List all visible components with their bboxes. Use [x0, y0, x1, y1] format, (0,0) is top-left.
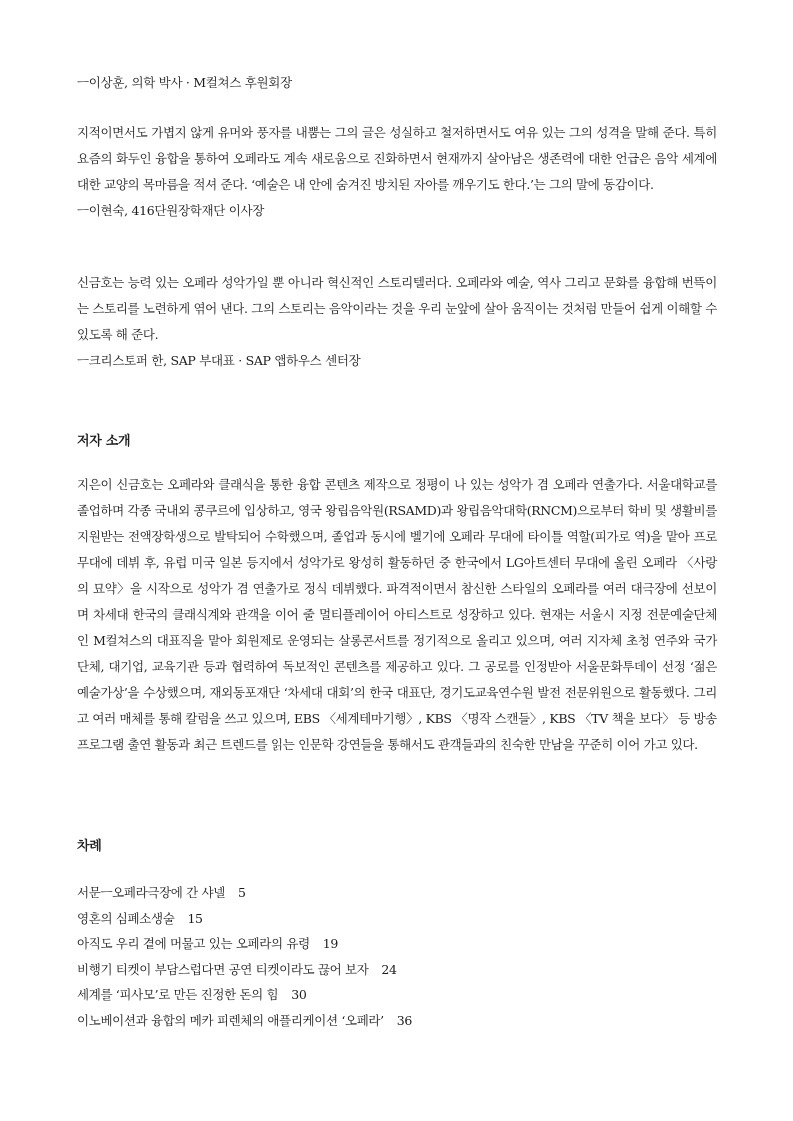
toc-item-page: 19: [322, 936, 339, 951]
author-bio-text: 지은이 신금호는 오페라와 클래식을 통한 융합 콘텐츠 제작으로 정평이 나 있는 성악가 겸 오페라 연출가다. 서울대학교를 졸업하며 각종 국내외 콩쿠르에 입상하고, 영국 왕립음악원(RSAMD)과 왕립음악대학(RNCM)으로부터 학비 및 생활비를 지원받는 전액장학생으로 발탁되어 수학했으며, 졸업과 동시에 벨기에 오페라 무대에 타이틀 역할(피가로 역)을 맡아 프로 무대에 데뷔 후, 유럽 미국 일본 등지에서 성악가로 왕성히 활동하던 중 한국에서 LG아트센터 무대에 올린 오페라 〈사랑의 묘약〉을 시작으로 성악가 겸 연출가로 정식 데뷔했다. 파격적이면서 참신한 스타일의 오페라를 여러 대극장에 선보이며 차세대 한국의 클래식계와 관객을 이어 줄 멀티플레이어 아티스트로 성장하고 있다. 현재는 서울시 지정 전문예술단체인 M컬쳐스의 대표직을 맡아 회원제로 운영되는 살롱콘서트를 정기적으로 올리고 있으며, 여러 지자체 초청 연주와 국가단체, 대기업, 교육기관 등과 협력하여 독보적인 콘텐츠를 제공하고 있다. 그 공로를 인정받아 서울문화투데이 선정 ‘젊은 예술가상’을 수상했으며, 재외동포재단 ‘차세대 대회’의 한국 대표단, 경기도교육연수원 발전 전문위원으로 활동했다. 그리고 여러 매체를 통해 칼럼을 쓰고 있으며, EBS 〈세계테마기행〉, KBS 〈명작 스캔들〉, KBS 〈TV 책을 보다〉 등 방송 프로그램 출연 활동과 최근 트렌드를 읽는 인문학 강연들을 통해서도 관객들과의 친숙한 만남을 꾸준히 이어 가고 있다.: [77, 477, 717, 752]
endorsement-attribution: ㅡ이현숙, 416단원장학재단 이사장: [77, 203, 265, 218]
endorsement-attribution: ㅡ이상훈, 의학 박사 · M컬쳐스 후원회장: [77, 75, 292, 90]
toc-item[interactable]: [77, 931, 717, 957]
toc-item-title: 세계를 ‘피사모’로 만든 진정한 돈의 힘: [77, 987, 279, 1002]
toc-item[interactable]: [77, 1008, 717, 1034]
endorsement-body: 지적이면서도 가볍지 않게 유머와 풍자를 내뿜는 그의 글은 성실하고 철저하면서도 여유 있는 그의 성격을 말해 준다. 특히 요즘의 화두인 융합을 통하여 오페라도 계속 새로움으로 진화하면서 현재까지 살아남은 생존력에 대한 언급은 음악 세계에 대한 교양의 목마름을 적셔 준다. ‘예술은 내 안에 숨겨진 방치된 자아를 깨우기도 한다.’는 그의 말에 동감이다.: [77, 125, 717, 192]
endorsement-body: 신금호는 능력 있는 오페라 성악가일 뿐 아니라 혁신적인 스토리텔러다. 오페라와 예술, 역사 그리고 문화를 융합해 번뜩이는 스토리를 노련하게 엮어 낸다. 그의 스토리는 음악이라는 것을 우리 눈앞에 살아 움직이는 것처럼 만들어 쉽게 이해할 수 있도록 해 준다.: [77, 275, 717, 342]
author-bio: [77, 472, 717, 758]
toc-item-page: 30: [291, 987, 307, 1002]
toc-item-page: 24: [381, 961, 397, 977]
toc-item[interactable]: [77, 982, 717, 1008]
toc-item[interactable]: [77, 906, 717, 932]
endorsement-2: [77, 120, 717, 224]
endorsement-3: [77, 270, 717, 374]
toc-item-title: 비행기 티켓이 부담스럽다면 공연 티켓이라도 끊어 보자: [77, 961, 369, 977]
toc-item-title: 영혼의 심폐소생술: [77, 910, 175, 926]
endorsement-1: [77, 70, 717, 96]
toc-item[interactable]: [77, 957, 717, 983]
table-of-contents: [77, 880, 717, 1033]
toc-heading: 차례: [77, 839, 102, 854]
toc-item-page: 36: [396, 1012, 412, 1028]
toc-item-title: 아직도 우리 곁에 머물고 있는 오페라의 유령: [77, 936, 310, 951]
author-heading: 저자 소개: [77, 434, 131, 449]
toc-item-page: 5: [237, 885, 246, 900]
endorsement-attribution: ㅡ크리스토퍼 한, SAP 부대표 · SAP 앱하우스 센터장: [77, 353, 361, 368]
toc-item-page: 15: [187, 910, 203, 926]
toc-item-title: 서문ㅡ오페라극장에 간 샤넬: [77, 885, 225, 900]
toc-item-title: 이노베이션과 융합의 메카 피렌체의 애플리케이션 ‘오페라’: [77, 1012, 384, 1028]
toc-item[interactable]: [77, 880, 717, 906]
